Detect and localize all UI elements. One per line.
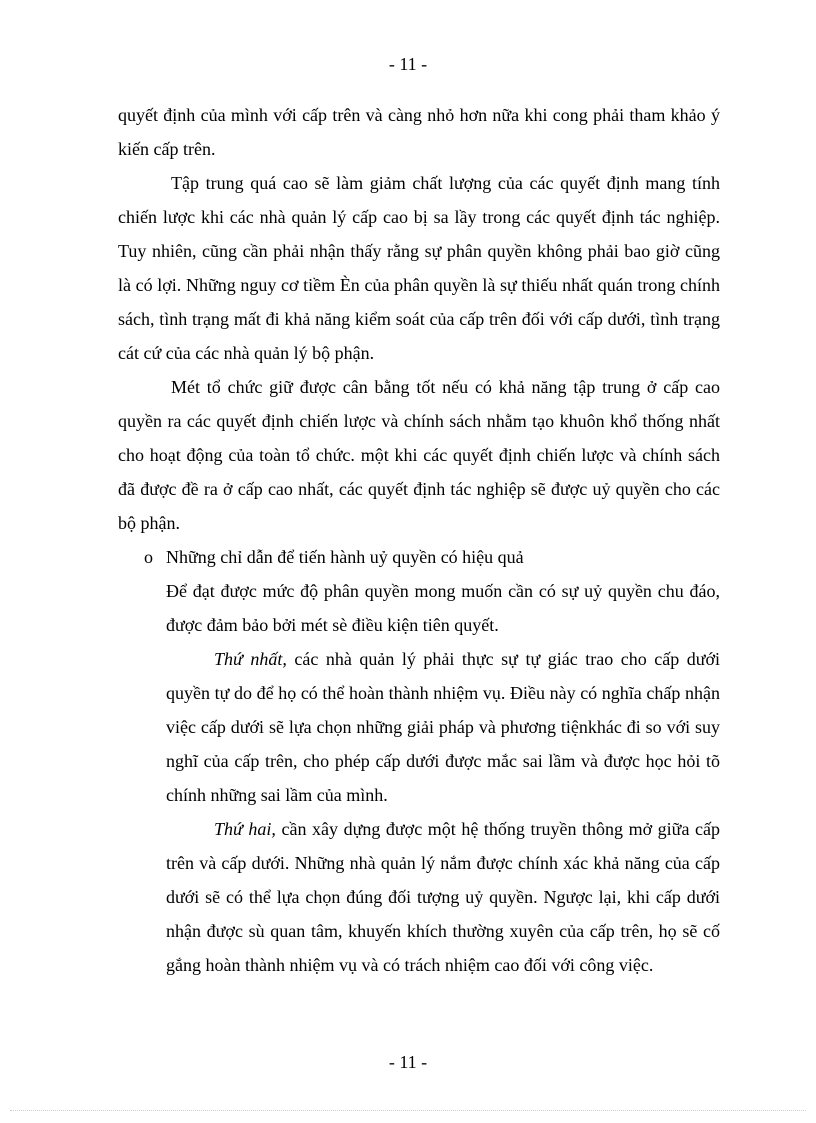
first-point-text: các nhà quản lý phải thực sự tự giác trao cho cấp dưới quyền tự do để họ có thể hoàn thành nhiệm vụ. Điều này có nghĩa chấp nhận việc cấp dưới sẽ lựa chọn những giải pháp và phương tiệnkhác đi so với suy nghĩ của cấp trên, cho phép cấp dưới được mắc sai lầm và được học hỏi tõ chính những sai lầm của mình.	[166, 649, 720, 805]
second-point	[118, 812, 720, 982]
paragraph-1: quyết định của mình với cấp trên và càng nhỏ hơn nữa khi cong phải tham khảo ý kiến cấp trên.	[118, 105, 720, 159]
first-point-label: Thứ nhất,	[214, 649, 287, 669]
bullet-marker: o	[144, 547, 153, 567]
bullet-item	[118, 540, 720, 574]
page-number-bottom: - 11 -	[388, 1052, 428, 1072]
paragraph-3: Mét tổ chức giữ được cân bằng tốt nếu có khả năng tập trung ở cấp cao quyền ra các quyết định chiến lược và chính sách nhằm tạo khuôn khổ thống nhất cho hoạt động của toàn tổ chức. một khi các quyết định chiến lược và chính sách đã được đề ra ở cấp cao nhất, các quyết định tác nghiệp sẽ được uỷ quyền cho các bộ phận.	[118, 377, 720, 533]
page-bottom-divider	[10, 1110, 806, 1111]
second-point-text: cần xây dựng được một hệ thống truyền thông mở giữa cấp trên và cấp dưới. Những nhà quản lý nắm được chính xác khả năng của cấp dưới sẽ có thể lựa chọn đúng đối tượng uỷ quyền. Ngược lại, khi cấp dưới nhận được sù quan tâm, khuyến khích thường xuyên của cấp trên, họ sẽ cố gắng hoàn thành nhiệm vụ và có trách nhiệm cao đối với công việc.	[166, 819, 720, 975]
bullet-heading: Những chỉ dẫn để tiến hành uỷ quyền có hiệu quả	[166, 547, 524, 567]
first-point	[118, 642, 720, 812]
body-text	[118, 98, 720, 982]
second-point-label: Thứ hai,	[214, 819, 276, 839]
bullet-intro: Để đạt được mức độ phân quyền mong muốn cần có sự uỷ quyền chu đáo, được đảm bảo bởi mét sè điều kiện tiên quyết.	[166, 581, 720, 635]
paragraph-2: Tập trung quá cao sẽ làm giảm chất lượng của các quyết định mang tính chiến lược khi các nhà quản lý cấp cao bị sa lầy trong các quyết định tác nghiệp. Tuy nhiên, cũng cần phải nhận thấy rằng sự phân quyền không phải bao giờ cũng là có lợi. Những nguy cơ tiềm Èn của phân quyền là sự thiếu nhất quán trong chính sách, tình trạng mất đi khả năng kiểm soát của cấp trên đối với cấp dưới, tình trạng cát cứ của các nhà quản lý bộ phận.	[118, 173, 720, 363]
page-number-top: - 11 -	[388, 54, 428, 74]
